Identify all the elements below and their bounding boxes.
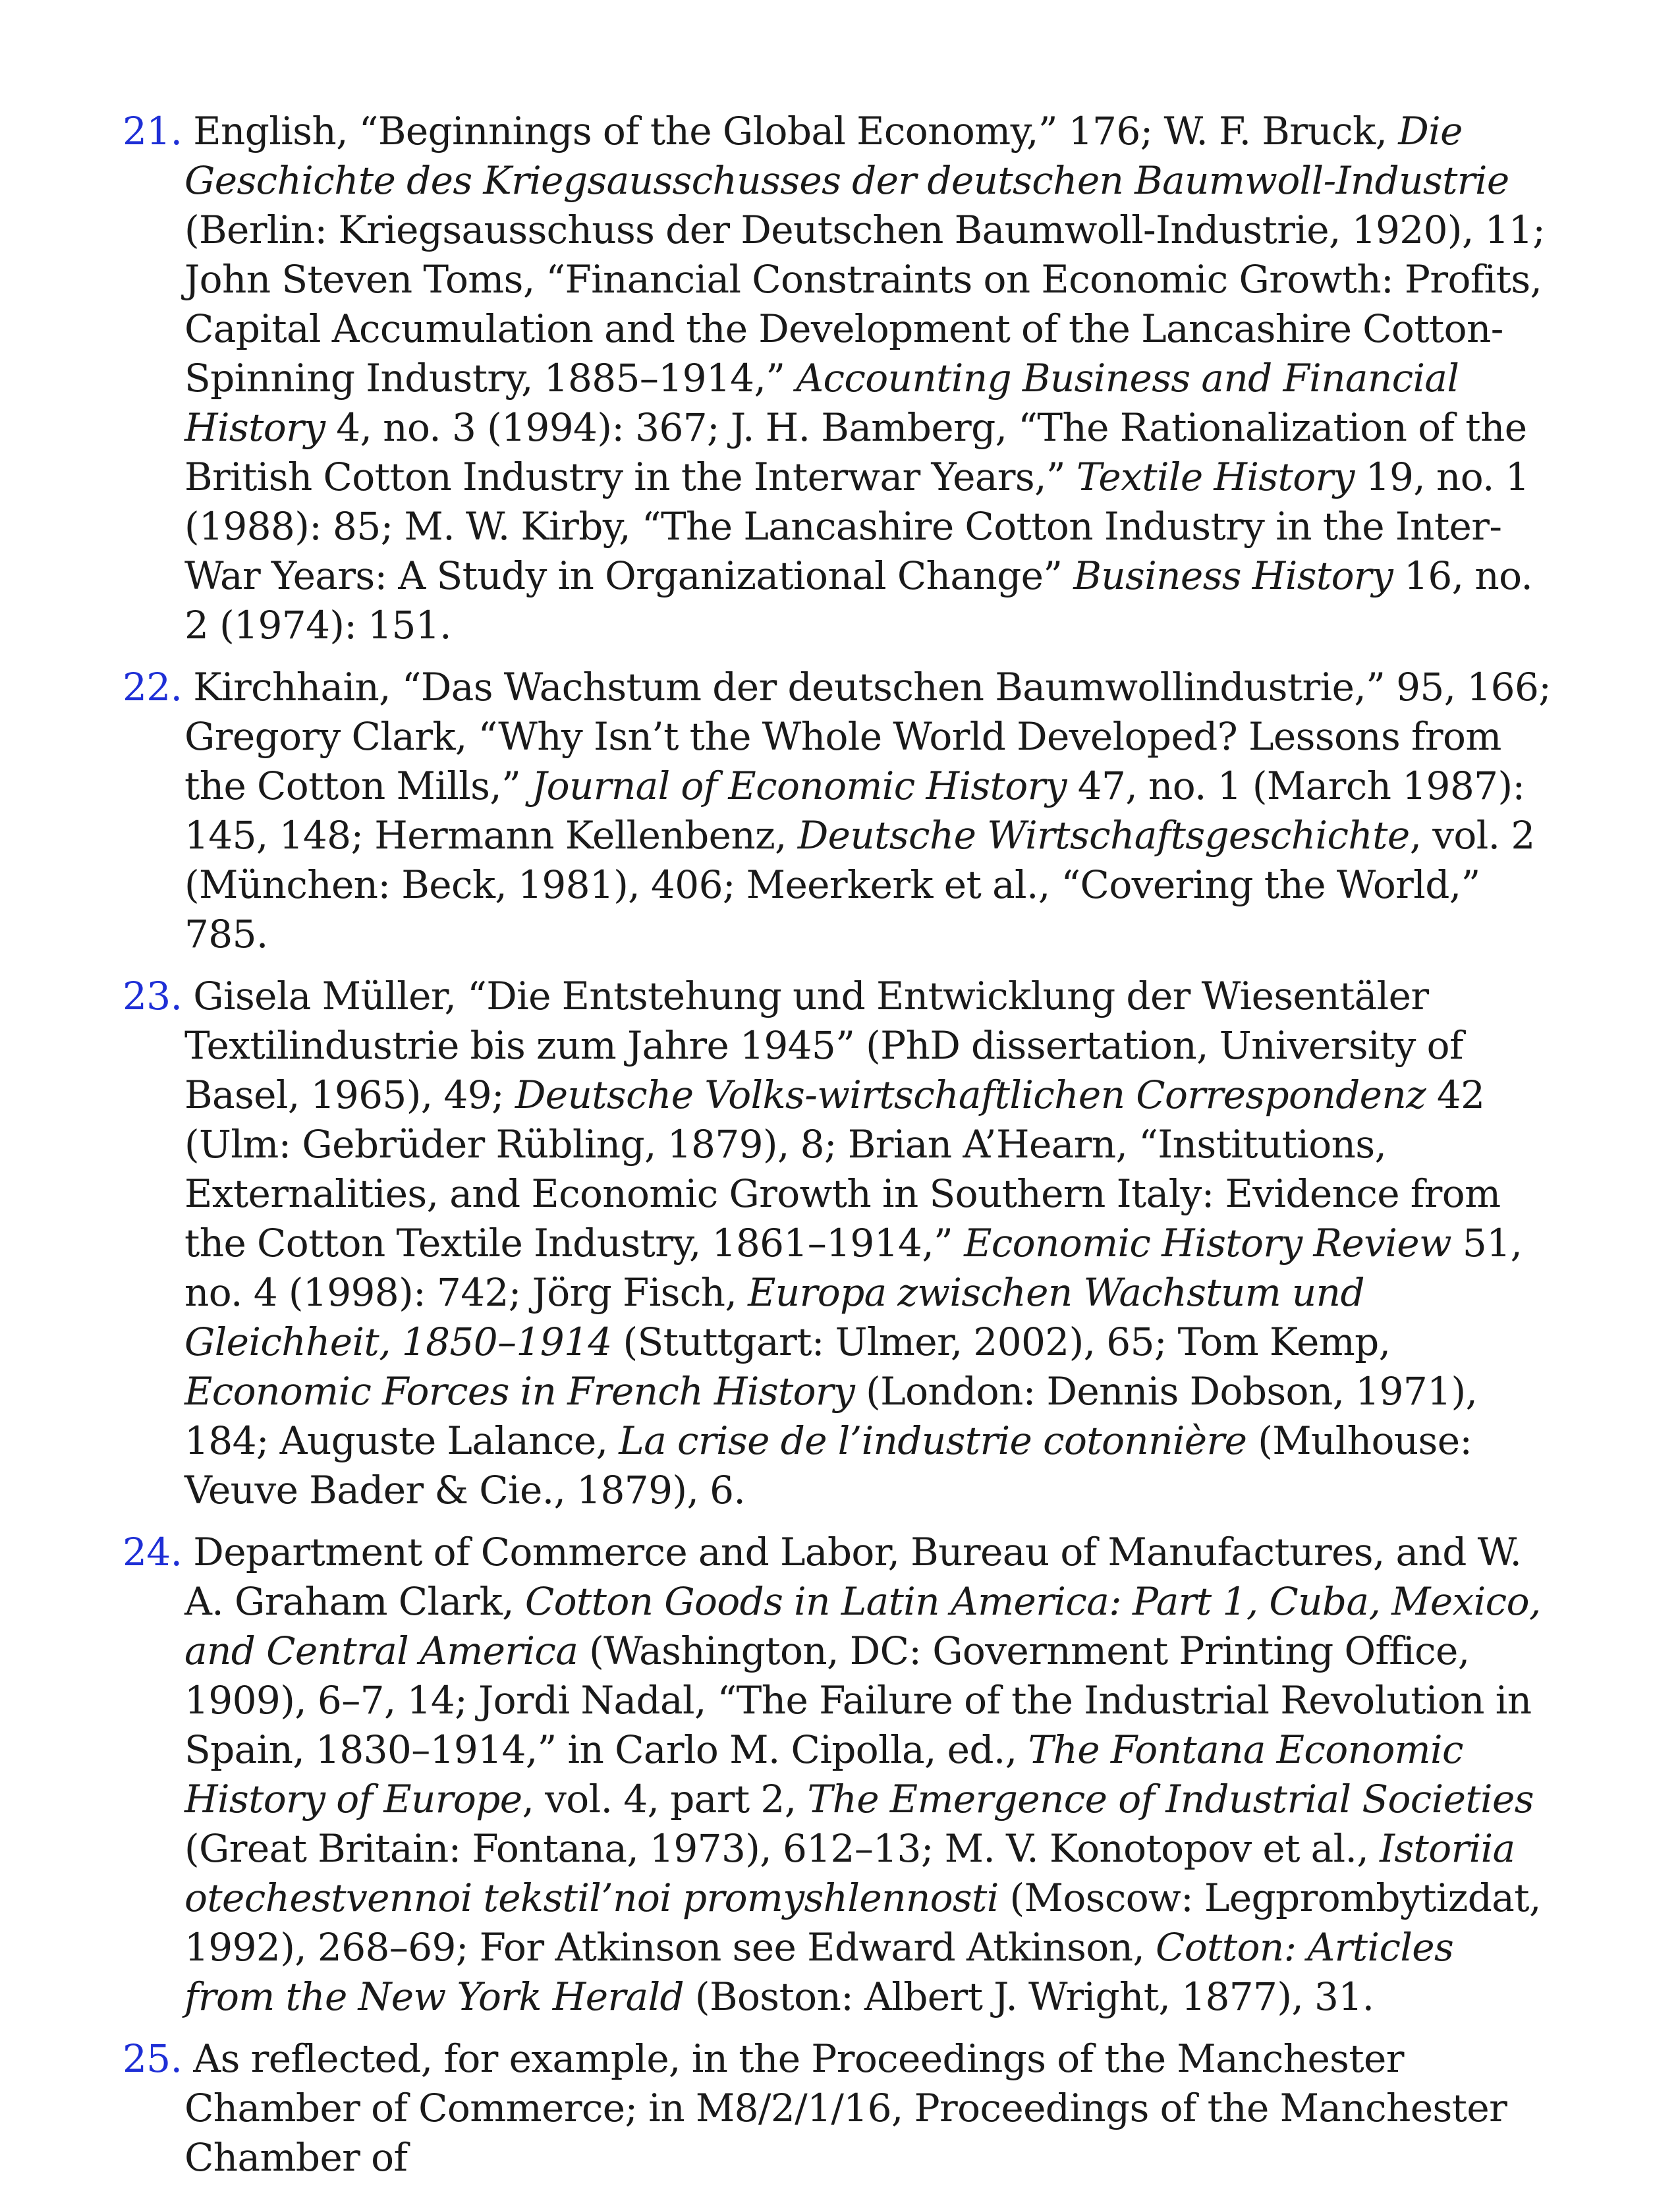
- note-text: Gisela Müller, “Die Entstehung und Entwicklung der Wiesentäler Textilindustrie bis zum Jahre 1945” (PhD dissertation, University of Basel, 1965), 49;: [182, 974, 1463, 1117]
- endnote-number-link[interactable]: 23.: [123, 974, 182, 1018]
- italic-title: Textile History: [1076, 455, 1355, 499]
- italic-title: La crise de l’industrie cotonnière: [619, 1418, 1247, 1463]
- note-text: , vol. 4, part 2,: [522, 1777, 808, 1821]
- endnote-number-link[interactable]: 24.: [123, 1530, 182, 1574]
- italic-title: Europa zwischen Wachstum und Gleichheit, 1850–1914: [184, 1270, 1364, 1364]
- italic-title: The Fontana Economic History of Europe: [184, 1727, 1463, 1821]
- note-text: (London: Dennis Dobson, 1971), 184; Auguste Lalance,: [184, 1369, 1478, 1463]
- note-text: , vol. 2 (München: Beck, 1981), 406; Meerkerk et al., “Covering the World,” 785.: [184, 813, 1535, 957]
- note-text: (Moscow: Legprombytizdat, 1992), 268–69; For Atkinson see Edward Atkinson,: [184, 1875, 1541, 1970]
- italic-title: Deutsche Volks-wirtschaftlichen Correspondenz: [515, 1072, 1426, 1117]
- endnote-number-link[interactable]: 25.: [123, 2036, 182, 2081]
- endnote-number-link[interactable]: 22.: [123, 665, 182, 709]
- note-text: Department of Commerce and Labor, Bureau of Manufactures, and W. A. Graham Clark,: [182, 1530, 1522, 1624]
- italic-title: Cotton: Articles from the New York Herald: [184, 1925, 1454, 2019]
- italic-title: Die Geschichte des Kriegsausschusses der deutschen Baumwoll-Industrie: [184, 109, 1509, 203]
- note-text: (Great Britain: Fontana, 1973), 612–13; M. V. Konotopov et al.,: [184, 1826, 1380, 1871]
- note-text: 4, no. 3 (1994): 367; J. H. Bamberg, “The Rationalization of the British Cotton Industry in the Interwar Years,”: [184, 405, 1527, 499]
- endnotes-page: [123, 107, 1552, 2195]
- endnote-23: [123, 972, 1552, 1515]
- italic-title: Business History: [1073, 553, 1393, 598]
- note-text: 16, no. 2 (1974): 151.: [184, 553, 1533, 648]
- italic-title: Deutsche Wirtschaftsgeschichte: [797, 813, 1410, 858]
- note-text: (Washington, DC: Government Printing Office, 1909), 6–7, 14; Jordi Nadal, “The Failure of the Industrial Revolution in Spain, 1830–1914,” in Carlo M. Cipolla, ed.,: [184, 1628, 1532, 1772]
- endnote-25: [123, 2034, 1552, 2182]
- note-text: Kirchhain, “Das Wachstum der deutschen Baumwollindustrie,” 95, 166; Gregory Clark, “Why Isn’t the Whole World Developed? Lessons from the Cotton Mills,”: [182, 665, 1552, 808]
- italic-title: Economic History Review: [964, 1221, 1452, 1265]
- italic-title: Economic Forces in French History: [184, 1369, 855, 1414]
- italic-title: Cotton Goods in Latin America: Part 1, Cuba, Mexico, and Central America: [184, 1579, 1541, 1673]
- note-text: English, “Beginnings of the Global Economy,” 176; W. F. Bruck,: [182, 109, 1399, 153]
- endnote-21: [123, 107, 1552, 650]
- italic-title: Journal of Economic History: [531, 764, 1067, 808]
- note-text: (Berlin: Kriegsausschuss der Deutschen Baumwoll-Industrie, 1920), 11; John Steven Toms, “Financial Constraints on Economic Growth: Profits, Capital Accumulation and the Development of the Lancashire Cotton-Spinning Industry, 1885–1914,”: [184, 208, 1546, 401]
- endnote-number-link[interactable]: 21.: [123, 109, 182, 153]
- note-text: 51, no. 4 (1998): 742; Jörg Fisch,: [184, 1221, 1523, 1315]
- italic-title: Istoriia otechestvennoi tekstil’noi promyshlennosti: [184, 1826, 1515, 1920]
- note-text: (Stuttgart: Ulmer, 2002), 65; Tom Kemp,: [611, 1320, 1391, 1364]
- endnote-22: [123, 663, 1552, 959]
- italic-title: Accounting Business and Financial History: [184, 356, 1459, 450]
- note-text: As reflected, for example, in the Proceedings of the Manchester Chamber of Commerce; in M8/2/1/16, Proceedings of the Manchester Chamber of: [182, 2036, 1507, 2180]
- italic-title: The Emergence of Industrial Societies: [807, 1777, 1534, 1821]
- note-text: 19, no. 1 (1988): 85; M. W. Kirby, “The Lancashire Cotton Industry in the Inter-War Years: A Study in Organizational Change”: [184, 455, 1529, 598]
- note-text: (Mulhouse: Veuve Bader & Cie., 1879), 6.: [184, 1418, 1472, 1513]
- note-text: 42 (Ulm: Gebrüder Rübling, 1879), 8; Brian A’Hearn, “Institutions, Externalities, and Economic Growth in Southern Italy: Evidence from the Cotton Textile Industry, 1861–1914,”: [184, 1072, 1501, 1265]
- note-text: (Boston: Albert J. Wright, 1877), 31.: [684, 1974, 1374, 2019]
- note-text: 47, no. 1 (March 1987): 145, 148; Hermann Kellenbenz,: [184, 764, 1525, 858]
- endnote-24: [123, 1528, 1552, 2022]
